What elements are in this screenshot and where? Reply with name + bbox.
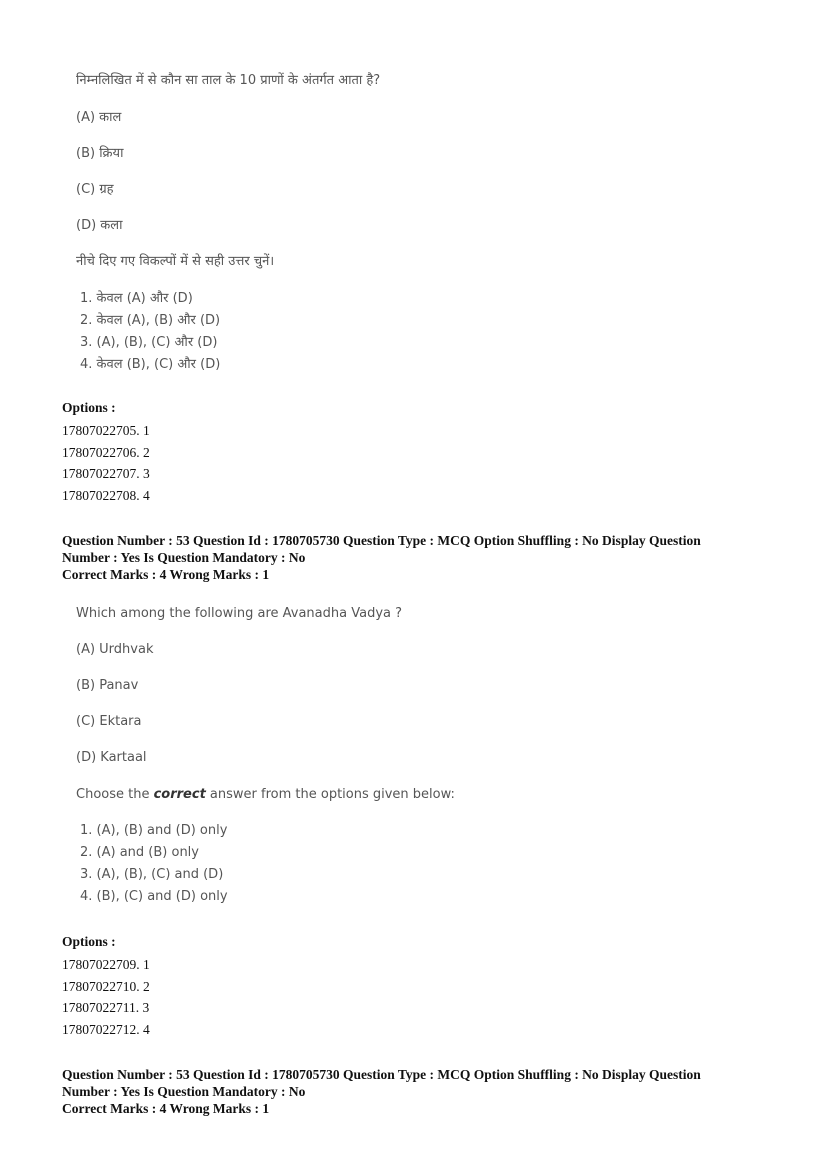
instruction-english <box>76 787 455 802</box>
choice-4: 4. केवल (B), (C) और (D) <box>80 357 221 372</box>
instruction-post: answer from the options given below: <box>205 787 455 802</box>
option-row: 17807022710. 2 <box>62 978 150 994</box>
option-row: 17807022706. 2 <box>62 444 150 460</box>
choice-1: 1. (A), (B) and (D) only <box>80 823 228 838</box>
choice-2: 2. (A) and (B) only <box>80 845 199 860</box>
choice-4: 4. (B), (C) and (D) only <box>80 889 228 904</box>
options-label: Options : <box>62 400 116 415</box>
meta-line: Number : Yes Is Question Mandatory : No <box>62 550 306 565</box>
options-list <box>62 954 150 1040</box>
marks-line: Correct Marks : 4 Wrong Marks : 1 <box>62 567 270 582</box>
option-row: 17807022707. 3 <box>62 466 150 481</box>
meta-line: Question Number : 53 Question Id : 1780705730 Question Type : MCQ Option Shuffling : No Display Question <box>62 1067 701 1082</box>
meta-line: Question Number : 53 Question Id : 1780705730 Question Type : MCQ Option Shuffling : No Display Question <box>62 533 701 548</box>
question-stem-english: Which among the following are Avanadha Vadya ? <box>76 606 403 621</box>
option-row: 17807022709. 1 <box>62 957 150 972</box>
item-b: (B) Panav <box>76 678 139 693</box>
instruction-hindi: नीचे दिए गए विकल्पों में से सही उत्तर चुनें। <box>76 254 275 269</box>
item-d: (D) कला <box>76 218 123 233</box>
question-meta <box>62 1066 762 1117</box>
item-d: (D) Kartaal <box>76 750 147 765</box>
item-c: (C) ग्रह <box>76 182 114 197</box>
item-c: (C) Ektara <box>76 714 142 729</box>
item-a: (A) Urdhvak <box>76 642 154 657</box>
item-b: (B) क्रिया <box>76 146 124 161</box>
meta-line: Number : Yes Is Question Mandatory : No <box>62 1084 306 1099</box>
options-list <box>62 420 150 506</box>
instruction-pre: Choose the <box>76 787 154 802</box>
question-stem-hindi: निम्नलिखित में से कौन सा ताल के 10 प्राणों के अंतर्गत आता है? <box>76 73 381 88</box>
item-a: (A) काल <box>76 110 122 125</box>
option-row: 17807022712. 4 <box>62 1021 150 1037</box>
question-meta <box>62 532 762 583</box>
choice-3: 3. (A), (B), (C) और (D) <box>80 335 218 350</box>
options-label: Options : <box>62 934 116 949</box>
choice-2: 2. केवल (A), (B) और (D) <box>80 313 221 328</box>
instruction-emphasis: correct <box>153 787 206 802</box>
choice-3: 3. (A), (B), (C) and (D) <box>80 867 224 882</box>
option-row: 17807022705. 1 <box>62 423 150 438</box>
marks-line: Correct Marks : 4 Wrong Marks : 1 <box>62 1101 270 1116</box>
choice-1: 1. केवल (A) और (D) <box>80 291 193 306</box>
option-row: 17807022711. 3 <box>62 1000 150 1015</box>
option-row: 17807022708. 4 <box>62 487 150 503</box>
